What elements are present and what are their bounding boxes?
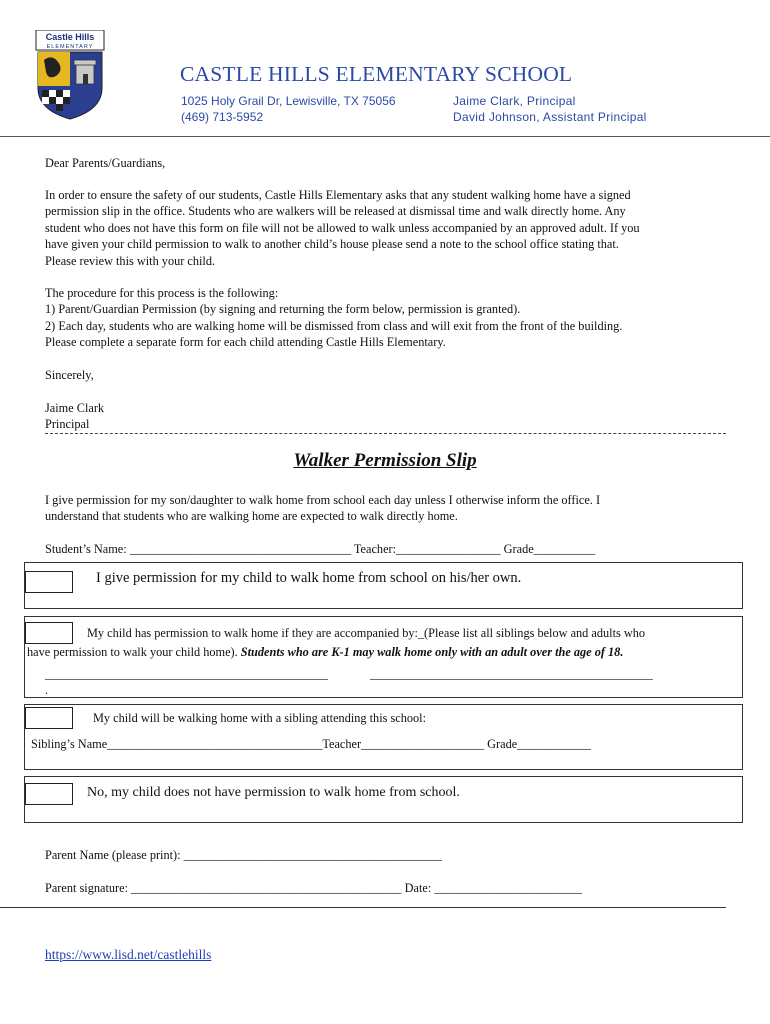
assistant-principal-name: David Johnson, Assistant Principal — [453, 110, 647, 124]
paragraph-line: Please complete a separate form for each child attending Castle Hills Elementary. — [45, 335, 446, 350]
option-sibling-label: My child will be walking home with a sibling attending this school: — [93, 711, 427, 725]
paragraph-line: 2) Each day, students who are walking home will be dismissed from class and will exit from the front of the building. — [45, 318, 623, 333]
signer-name: Jaime Clark — [45, 401, 105, 415]
paragraph-line: Please review this with your child. — [45, 253, 216, 268]
accompanied-blank-1[interactable]: ______________________________________________ — [45, 667, 328, 681]
accompanied-blank-2[interactable]: ______________________________________________ — [370, 667, 653, 681]
accompanied-dot: . — [45, 683, 49, 697]
svg-text:ELEMENTARY: ELEMENTARY — [46, 44, 94, 50]
school-staff — [453, 93, 647, 125]
school-name: CASTLE HILLS ELEMENTARY SCHOOL — [180, 62, 573, 86]
school-contact — [181, 93, 396, 125]
parent-signature-line[interactable]: Parent signature: ____________________________________________ Date: ________________________ — [45, 881, 582, 895]
option-walk-alone-checkbox[interactable] — [25, 571, 73, 593]
option-accompanied-checkbox[interactable] — [25, 622, 73, 644]
option-no-permission-checkbox[interactable] — [25, 783, 73, 805]
greeting: Dear Parents/Guardians, — [45, 156, 166, 170]
cut-line — [45, 433, 726, 434]
footer-divider — [0, 907, 726, 908]
school-website-link[interactable]: https://www.lisd.net/castlehills — [45, 947, 212, 962]
letterhead-divider — [0, 136, 770, 137]
paragraph-line: permission slip in the office. Students who are walkers will be released at dismissal time and walk directly home. Any — [45, 204, 626, 219]
school-phone: (469) 713-5952 — [181, 110, 264, 124]
note-bold: Students who are K-1 may walk home only with an adult over the age of 18. — [240, 645, 624, 659]
note-plain: have permission to walk your child home). — [27, 645, 241, 659]
slip-intro — [45, 492, 600, 525]
paragraph-line: I give permission for my son/daughter to walk home from school each day unless I otherwise inform the office. I — [45, 493, 601, 507]
paragraph-line: understand that students who are walking home are expected to walk directly home. — [45, 509, 458, 524]
slip-title: Walker Permission Slip — [293, 450, 477, 471]
option-no-permission-label: No, my child does not have permission to walk home from school. — [87, 785, 460, 800]
parent-name-line[interactable]: Parent Name (please print): __________________________________________ — [45, 848, 442, 862]
letter-paragraph-1 — [45, 187, 640, 269]
option-sibling-checkbox[interactable] — [25, 707, 73, 729]
paragraph-line: In order to ensure the safety of our students, Castle Hills Elementary asks that any student walking home have a signed — [45, 188, 631, 202]
principal-name: Jaime Clark, Principal — [453, 94, 576, 108]
student-info-line[interactable]: Student’s Name: ____________________________________ Teacher:_________________ Grade__________ — [45, 542, 596, 556]
signer-title: Principal — [45, 417, 90, 431]
option-walk-alone-label: I give permission for my child to walk home from school on his/her own. — [96, 570, 522, 586]
svg-text:Castle Hills: Castle Hills — [45, 32, 95, 42]
closing: Sincerely, — [45, 368, 94, 382]
paragraph-line: 1) Parent/Guardian Permission (by signing and returning the form below, permission is granted). — [45, 302, 521, 317]
option-accompanied-note — [27, 645, 623, 660]
letter-paragraph-2 — [45, 285, 622, 351]
sibling-info-line[interactable]: Sibling’s Name___________________________________Teacher____________________ Grade____________ — [31, 737, 591, 751]
option-accompanied-label: My child has permission to walk home if they are accompanied by:_(Please list all siblings below and adults who — [87, 626, 646, 640]
school-address: 1025 Holy Grail Dr, Lewisville, TX 75056 — [181, 94, 396, 108]
paragraph-line: student who does not have this form on file will not be allowed to walk unless accompanied by an approved adult. If you — [45, 220, 640, 235]
paragraph-line: The procedure for this process is the following: — [45, 286, 279, 300]
paragraph-line: have given your child permission to walk to another child’s house please send a note to the school office stating that. — [45, 237, 619, 252]
school-logo — [34, 30, 106, 120]
